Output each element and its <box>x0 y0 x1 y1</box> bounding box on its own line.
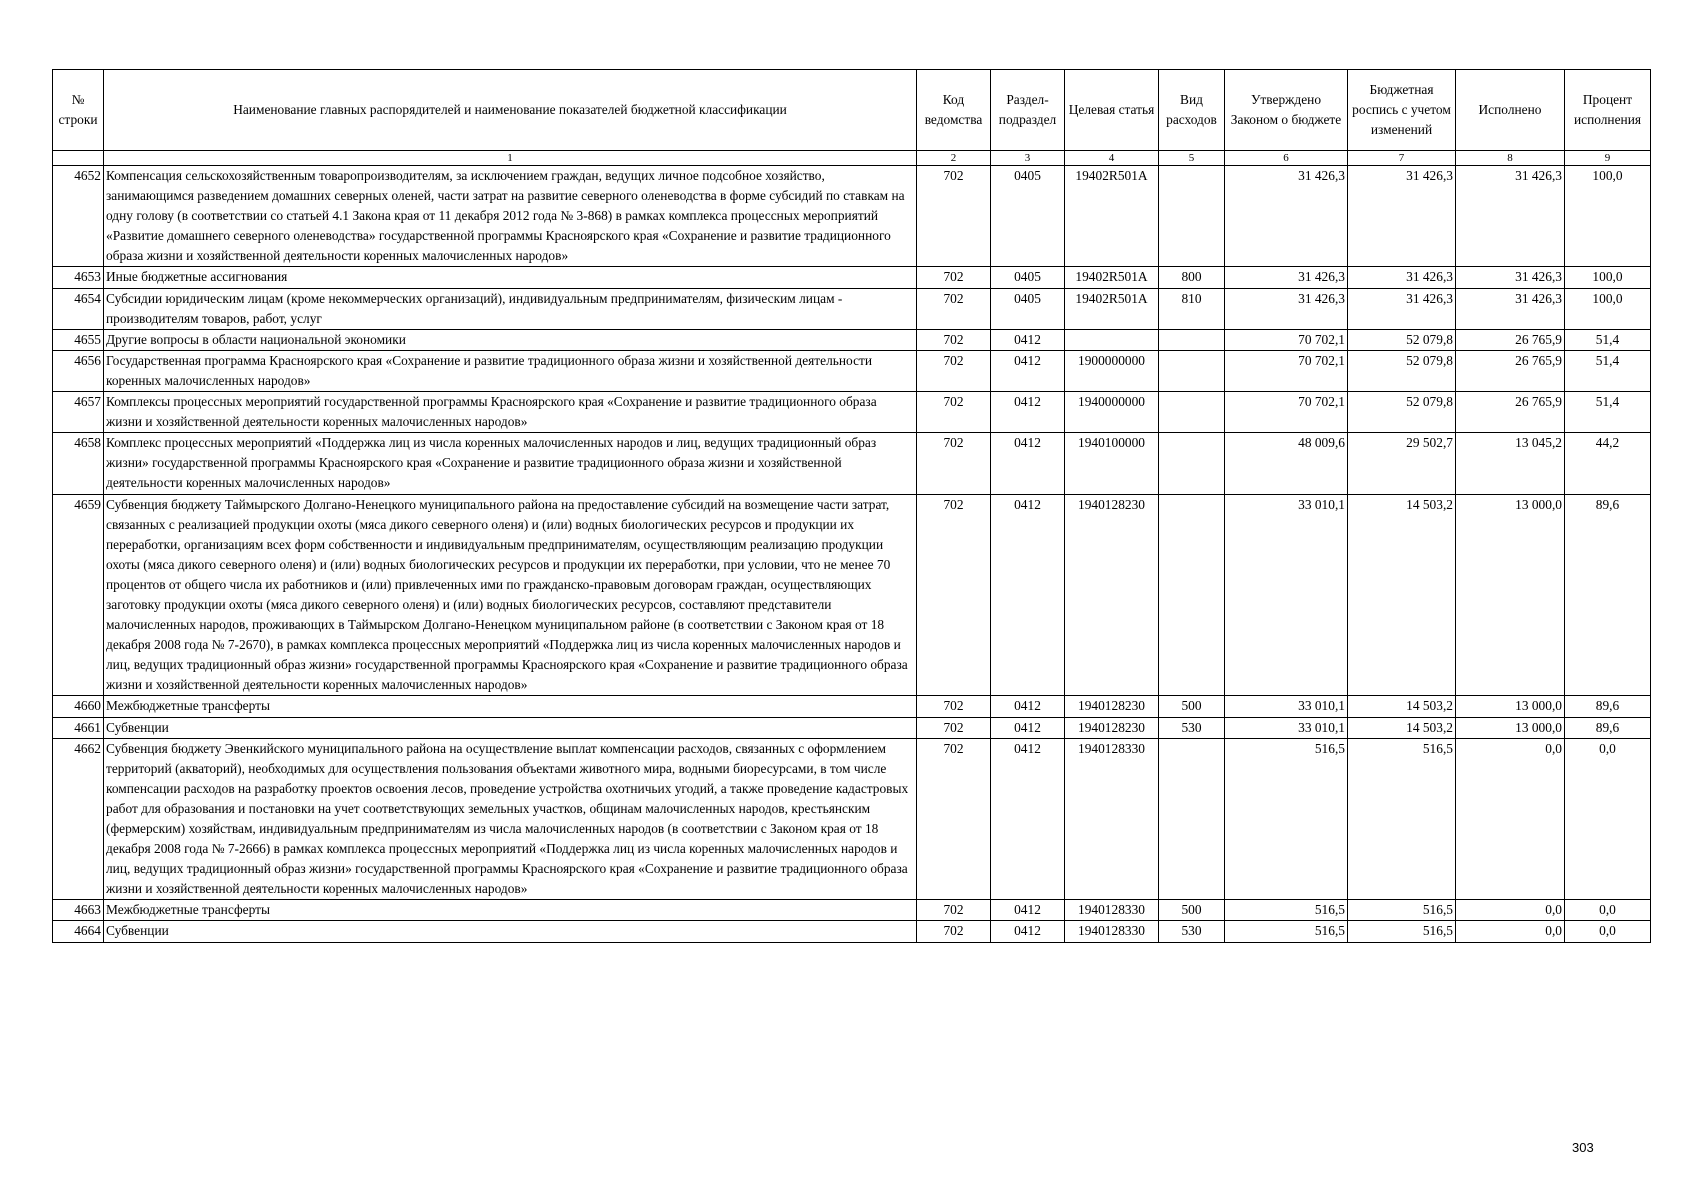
row-number: 4652 <box>53 166 104 267</box>
row-dept-code: 702 <box>917 900 991 921</box>
row-budget-list: 14 503,2 <box>1348 494 1456 696</box>
row-number: 4656 <box>53 350 104 391</box>
row-dept-code: 702 <box>917 717 991 738</box>
row-percent: 51,4 <box>1565 350 1651 391</box>
row-budget-list: 516,5 <box>1348 900 1456 921</box>
row-target: 1940128230 <box>1065 717 1159 738</box>
row-target: 1940128330 <box>1065 738 1159 900</box>
header-name: Наименование главных распорядителей и наименование показателей бюджетной классификации <box>104 70 917 151</box>
row-approved: 33 010,1 <box>1225 494 1348 696</box>
row-name: Субвенция бюджету Эвенкийского муниципального района на осуществление выплат компенсации расходов, связанных с оформлением территорий (акваторий), необходимых для осуществления пользования объектами животного мира, водными биоресурсами, в том числе компенсации расходов на разработку проектов освоения лесов, проведение устройства охотничьих угодий, а также проведение кадастровых работ для образования и постановки на учет соответствующих земельных участков, общинам малочисленных народов, крестьянским (фермерским) хозяйствам, индивидуальным предпринимателям из числа малочисленных народов (в соответствии с Законом края от 18 декабря 2008 года № 7-2666) в рамках комплекса процессных мероприятий «Поддержка лиц из числа коренных малочисленных народов и лиц, ведущих традиционный образ жизни» государственной программы Красноярского края «Сохранение и развитие традиционного образа жизни и хозяйственной деятельности коренных малочисленных народов» <box>104 738 917 900</box>
row-expense-type: 530 <box>1159 921 1225 942</box>
table-row <box>53 921 1651 942</box>
column-number-0 <box>53 151 104 166</box>
row-dept-code: 702 <box>917 921 991 942</box>
table-row <box>53 166 1651 267</box>
row-expense-type: 800 <box>1159 267 1225 288</box>
header-percent: Процент исполнения <box>1565 70 1651 151</box>
row-executed: 13 000,0 <box>1456 717 1565 738</box>
row-budget-list: 52 079,8 <box>1348 392 1456 433</box>
table-row <box>53 433 1651 494</box>
row-target: 1940128330 <box>1065 900 1159 921</box>
row-executed: 13 045,2 <box>1456 433 1565 494</box>
table-row <box>53 288 1651 329</box>
row-section: 0412 <box>991 494 1065 696</box>
row-target <box>1065 329 1159 350</box>
row-section: 0405 <box>991 166 1065 267</box>
row-section: 0405 <box>991 267 1065 288</box>
row-expense-type: 500 <box>1159 900 1225 921</box>
header-row-no: № строки <box>53 70 104 151</box>
row-approved: 70 702,1 <box>1225 350 1348 391</box>
row-budget-list: 516,5 <box>1348 738 1456 900</box>
column-number: 5 <box>1159 151 1225 166</box>
row-name: Компенсация сельскохозяйственным товаропроизводителям, за исключением граждан, ведущих личное подсобное хозяйство, занимающимся разведением домашних северных оленей, части затрат на развитие северного оленеводства в форме субсидий по ставкам на одну голову (в соответствии со статьей 4.1 Закона края от 11 декабря 2012 года № 3-868) в рамках комплекса процессных мероприятий «Развитие домашнего северного оленеводства» государственной программы Красноярского края «Сохранение и развитие традиционного образа жизни и хозяйственной деятельности коренных малочисленных народов» <box>104 166 917 267</box>
row-approved: 70 702,1 <box>1225 329 1348 350</box>
table-row <box>53 267 1651 288</box>
budget-table <box>52 69 1651 943</box>
row-expense-type: 500 <box>1159 696 1225 717</box>
column-number: 3 <box>991 151 1065 166</box>
row-dept-code: 702 <box>917 738 991 900</box>
table-row <box>53 900 1651 921</box>
column-number: 6 <box>1225 151 1348 166</box>
row-number: 4662 <box>53 738 104 900</box>
row-name: Субвенции <box>104 921 917 942</box>
row-section: 0412 <box>991 392 1065 433</box>
row-dept-code: 702 <box>917 267 991 288</box>
row-number: 4664 <box>53 921 104 942</box>
column-numbers-row <box>53 151 1651 166</box>
row-number: 4653 <box>53 267 104 288</box>
row-budget-list: 14 503,2 <box>1348 717 1456 738</box>
row-target: 19402R501A <box>1065 288 1159 329</box>
row-section: 0412 <box>991 696 1065 717</box>
row-target: 19402R501A <box>1065 166 1159 267</box>
row-target: 1940100000 <box>1065 433 1159 494</box>
row-expense-type <box>1159 350 1225 391</box>
row-budget-list: 516,5 <box>1348 921 1456 942</box>
row-budget-list: 31 426,3 <box>1348 267 1456 288</box>
row-percent: 89,6 <box>1565 717 1651 738</box>
row-name: Субвенции <box>104 717 917 738</box>
row-executed: 0,0 <box>1456 900 1565 921</box>
table-row <box>53 329 1651 350</box>
row-dept-code: 702 <box>917 696 991 717</box>
table-row <box>53 350 1651 391</box>
row-executed: 0,0 <box>1456 921 1565 942</box>
column-number: 2 <box>917 151 991 166</box>
row-budget-list: 29 502,7 <box>1348 433 1456 494</box>
row-expense-type: 530 <box>1159 717 1225 738</box>
row-budget-list: 52 079,8 <box>1348 350 1456 391</box>
column-number: 1 <box>104 151 917 166</box>
row-executed: 31 426,3 <box>1456 267 1565 288</box>
row-name: Государственная программа Красноярского края «Сохранение и развитие традиционного образа жизни и хозяйственной деятельности коренных малочисленных народов» <box>104 350 917 391</box>
page-number: 303 <box>1572 1140 1594 1155</box>
row-percent: 0,0 <box>1565 921 1651 942</box>
row-number: 4655 <box>53 329 104 350</box>
row-dept-code: 702 <box>917 288 991 329</box>
row-approved: 516,5 <box>1225 900 1348 921</box>
row-approved: 516,5 <box>1225 921 1348 942</box>
row-number: 4661 <box>53 717 104 738</box>
row-executed: 26 765,9 <box>1456 329 1565 350</box>
row-target: 1900000000 <box>1065 350 1159 391</box>
row-number: 4660 <box>53 696 104 717</box>
header-target: Целевая статья <box>1065 70 1159 151</box>
row-name: Другие вопросы в области национальной экономики <box>104 329 917 350</box>
row-target: 1940000000 <box>1065 392 1159 433</box>
row-name: Комплексы процессных мероприятий государственной программы Красноярского края «Сохранение и развитие традиционного образа жизни и хозяйственной деятельности коренных малочисленных народов» <box>104 392 917 433</box>
row-section: 0412 <box>991 900 1065 921</box>
row-name: Комплекс процессных мероприятий «Поддержка лиц из числа коренных малочисленных народов и лиц, ведущих традиционный образ жизни» государственной программы Красноярского края «Сохранение и развитие традиционного образа жизни и хозяйственной деятельности коренных малочисленных народов» <box>104 433 917 494</box>
table-row <box>53 717 1651 738</box>
row-executed: 26 765,9 <box>1456 350 1565 391</box>
header-dept-code: Код ведомства <box>917 70 991 151</box>
row-expense-type: 810 <box>1159 288 1225 329</box>
row-target: 19402R501A <box>1065 267 1159 288</box>
row-section: 0412 <box>991 433 1065 494</box>
column-number: 7 <box>1348 151 1456 166</box>
row-approved: 516,5 <box>1225 738 1348 900</box>
row-executed: 13 000,0 <box>1456 696 1565 717</box>
row-name: Межбюджетные трансферты <box>104 900 917 921</box>
row-number: 4659 <box>53 494 104 696</box>
row-section: 0412 <box>991 329 1065 350</box>
row-budget-list: 31 426,3 <box>1348 166 1456 267</box>
header-section: Раздел-подраздел <box>991 70 1065 151</box>
column-number: 9 <box>1565 151 1651 166</box>
row-number: 4658 <box>53 433 104 494</box>
table-row <box>53 738 1651 900</box>
header-expense-type: Вид расходов <box>1159 70 1225 151</box>
row-percent: 100,0 <box>1565 267 1651 288</box>
row-approved: 48 009,6 <box>1225 433 1348 494</box>
row-percent: 100,0 <box>1565 288 1651 329</box>
row-section: 0412 <box>991 717 1065 738</box>
row-expense-type <box>1159 433 1225 494</box>
row-approved: 33 010,1 <box>1225 717 1348 738</box>
row-approved: 33 010,1 <box>1225 696 1348 717</box>
row-expense-type <box>1159 494 1225 696</box>
row-approved: 31 426,3 <box>1225 267 1348 288</box>
row-executed: 26 765,9 <box>1456 392 1565 433</box>
row-name: Иные бюджетные ассигнования <box>104 267 917 288</box>
row-percent: 51,4 <box>1565 392 1651 433</box>
row-percent: 89,6 <box>1565 696 1651 717</box>
column-number: 4 <box>1065 151 1159 166</box>
row-executed: 31 426,3 <box>1456 166 1565 267</box>
row-expense-type <box>1159 392 1225 433</box>
row-name: Субвенция бюджету Таймырского Долгано-Ненецкого муниципального района на предоставление субсидий на возмещение части затрат, связанных с реализацией продукции охоты (мяса дикого северного оленя) и (или) водных биологических ресурсов и продукции их переработки, организациям всех форм собственности и индивидуальным предпринимателям, осуществляющим реализацию продукции охоты (мяса дикого северного оленя) и (или) водных биологических ресурсов и продукции их переработки, при условии, что не менее 70 процентов от общего числа их работников и (или) привлеченных ими по гражданско-правовым договорам граждан, осуществляющих заготовку продукции охоты (мяса дикого северного оленя) и (или) водных биологических ресурсов, составляют представители малочисленных народов, проживающих в Таймырском Долгано-Ненецком муниципальном районе (в соответствии с Законом края от 18 декабря 2008 года № 7-2670), в рамках комплекса процессных мероприятий «Поддержка лиц из числа коренных малочисленных народов и лиц, ведущих традиционный образ жизни» государственной программы Красноярского края «Сохранение и развитие традиционного образа жизни и хозяйственной деятельности коренных малочисленных народов» <box>104 494 917 696</box>
header-budget-list: Бюджетная роспись с учетом изменений <box>1348 70 1456 151</box>
row-expense-type <box>1159 329 1225 350</box>
row-executed: 0,0 <box>1456 738 1565 900</box>
row-percent: 0,0 <box>1565 738 1651 900</box>
row-budget-list: 31 426,3 <box>1348 288 1456 329</box>
row-percent: 44,2 <box>1565 433 1651 494</box>
header-executed: Исполнено <box>1456 70 1565 151</box>
row-dept-code: 702 <box>917 329 991 350</box>
row-dept-code: 702 <box>917 350 991 391</box>
row-percent: 0,0 <box>1565 900 1651 921</box>
row-budget-list: 52 079,8 <box>1348 329 1456 350</box>
row-budget-list: 14 503,2 <box>1348 696 1456 717</box>
row-dept-code: 702 <box>917 392 991 433</box>
row-percent: 51,4 <box>1565 329 1651 350</box>
row-number: 4657 <box>53 392 104 433</box>
row-number: 4654 <box>53 288 104 329</box>
column-number: 8 <box>1456 151 1565 166</box>
table-header-row <box>53 70 1651 151</box>
row-dept-code: 702 <box>917 166 991 267</box>
row-expense-type <box>1159 738 1225 900</box>
row-target: 1940128330 <box>1065 921 1159 942</box>
row-section: 0412 <box>991 350 1065 391</box>
row-percent: 89,6 <box>1565 494 1651 696</box>
row-section: 0412 <box>991 921 1065 942</box>
row-target: 1940128230 <box>1065 696 1159 717</box>
row-approved: 70 702,1 <box>1225 392 1348 433</box>
row-number: 4663 <box>53 900 104 921</box>
row-target: 1940128230 <box>1065 494 1159 696</box>
row-approved: 31 426,3 <box>1225 166 1348 267</box>
table-body <box>53 166 1651 943</box>
table-row <box>53 696 1651 717</box>
row-approved: 31 426,3 <box>1225 288 1348 329</box>
row-section: 0405 <box>991 288 1065 329</box>
table-row <box>53 392 1651 433</box>
row-section: 0412 <box>991 738 1065 900</box>
row-executed: 13 000,0 <box>1456 494 1565 696</box>
row-executed: 31 426,3 <box>1456 288 1565 329</box>
header-approved: Утверждено Законом о бюджете <box>1225 70 1348 151</box>
row-name: Межбюджетные трансферты <box>104 696 917 717</box>
row-dept-code: 702 <box>917 433 991 494</box>
row-dept-code: 702 <box>917 494 991 696</box>
row-expense-type <box>1159 166 1225 267</box>
row-name: Субсидии юридическим лицам (кроме некоммерческих организаций), индивидуальным предпринимателям, физическим лицам - производителям товаров, работ, услуг <box>104 288 917 329</box>
row-percent: 100,0 <box>1565 166 1651 267</box>
table-row <box>53 494 1651 696</box>
